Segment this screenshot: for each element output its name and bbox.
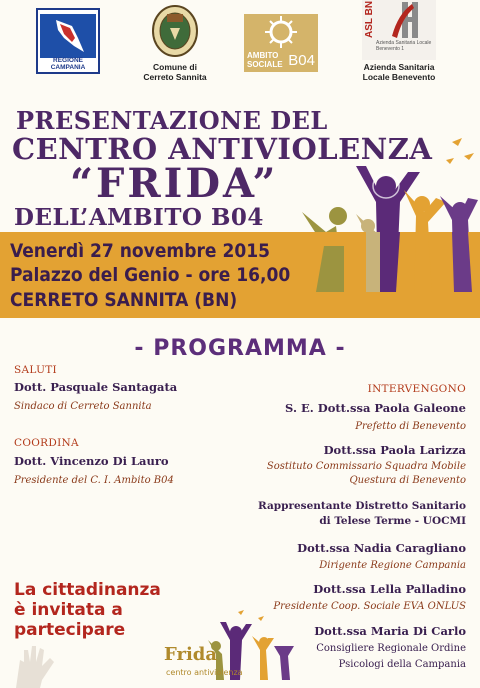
asl-bn-logo [362, 0, 436, 60]
faded-hand-decoration [6, 640, 66, 688]
ambito-label-2: SOCIALE [247, 60, 283, 69]
asl-caption-line2: Locale Benevento [362, 72, 436, 82]
speaker-2-name: Dott.ssa Paola Larizza [323, 443, 466, 457]
asl-sub-2: Benevento 1 [376, 46, 405, 52]
programma-heading: - PROGRAMMA - [134, 336, 346, 361]
regione-campania-label: REGIONE CAMPANIA [50, 57, 86, 71]
speaker-3-name: Rappresentante Distretto Sanitario [258, 500, 466, 512]
invitation-text [14, 580, 161, 640]
coordina-role: Presidente del C. I. Ambito B04 [14, 475, 174, 486]
speaker-5-role: Presidente Coop. Sociale EVA ONLUS [273, 601, 466, 612]
asl-sub-1: Azienda Sanitaria Locale [376, 40, 432, 46]
regione-campania-logo [36, 8, 100, 74]
asl-caption-line1: Azienda Sanitaria [363, 62, 435, 72]
ambito-sociale-logo [244, 14, 318, 72]
speaker-6-name: Dott.ssa Maria Di Carlo [314, 624, 466, 638]
invite-line-2: è invitata a [14, 600, 123, 620]
title-line-2: CENTRO ANTIVIOLENZA [12, 132, 433, 166]
asl-bn-text: ASL BN [364, 0, 375, 38]
invite-line-3: partecipare [14, 620, 126, 640]
ambito-code: B04 [288, 52, 315, 69]
speaker-2-role-2: Questura di Benevento [349, 475, 466, 486]
header-logos [0, 0, 480, 95]
speaker-5-name: Dott.ssa Lella Palladino [313, 582, 466, 596]
event-date: Venerdì 27 novembre 2015 [10, 240, 271, 262]
ambito-label-1: AMBITO [247, 51, 279, 60]
invite-line-1: La cittadinanza [14, 580, 161, 600]
coordina-heading: COORDINA [14, 437, 79, 449]
speaker-4-role: Dirigente Regione Campania [319, 560, 466, 571]
frida-logo-sub: centro antiviolenza [166, 668, 243, 677]
speaker-2-role: Sostituto Commissario Squadra Mobile [266, 461, 466, 472]
figures-overlay [296, 232, 480, 292]
saluti-name: Dott. Pasquale Santagata [14, 380, 178, 394]
saluti-role: Sindaco di Cerreto Sannita [14, 401, 152, 412]
cerreto-caption [120, 62, 230, 82]
speaker-4-name: Dott.ssa Nadia Caragliano [297, 541, 466, 555]
cerreto-caption-line2: Cerreto Sannita [143, 72, 207, 82]
intervengono-heading: INTERVENGONO [367, 383, 466, 395]
event-venue: Palazzo del Genio - ore 16,00 [10, 264, 291, 286]
speaker-1-name: S. E. Dott.ssa Paola Galeone [285, 401, 466, 415]
cerreto-crest-logo [150, 4, 200, 58]
speaker-6-role: Consigliere Regionale Ordine [316, 643, 466, 654]
cerreto-caption-line1: Comune di [153, 62, 197, 72]
speaker-6-role-2: Psicologi della Campania [338, 659, 466, 670]
title-line-4: DELL’AMBITO B04 [14, 204, 264, 231]
saluti-heading: SALUTI [14, 364, 57, 376]
title-line-3: “FRIDA” [70, 160, 279, 207]
speaker-3-role: di Telese Terme - UOCMI [319, 515, 466, 527]
title-line-1: PRESENTAZIONE DEL [16, 106, 328, 135]
speaker-1-role: Prefetto di Benevento [355, 421, 466, 432]
asl-caption [344, 62, 454, 82]
coordina-name: Dott. Vincenzo Di Lauro [14, 454, 169, 468]
frida-logo-name: Frida [164, 644, 218, 665]
event-city: CERRETO SANNITA (BN) [10, 289, 238, 311]
frida-logo [160, 610, 320, 688]
